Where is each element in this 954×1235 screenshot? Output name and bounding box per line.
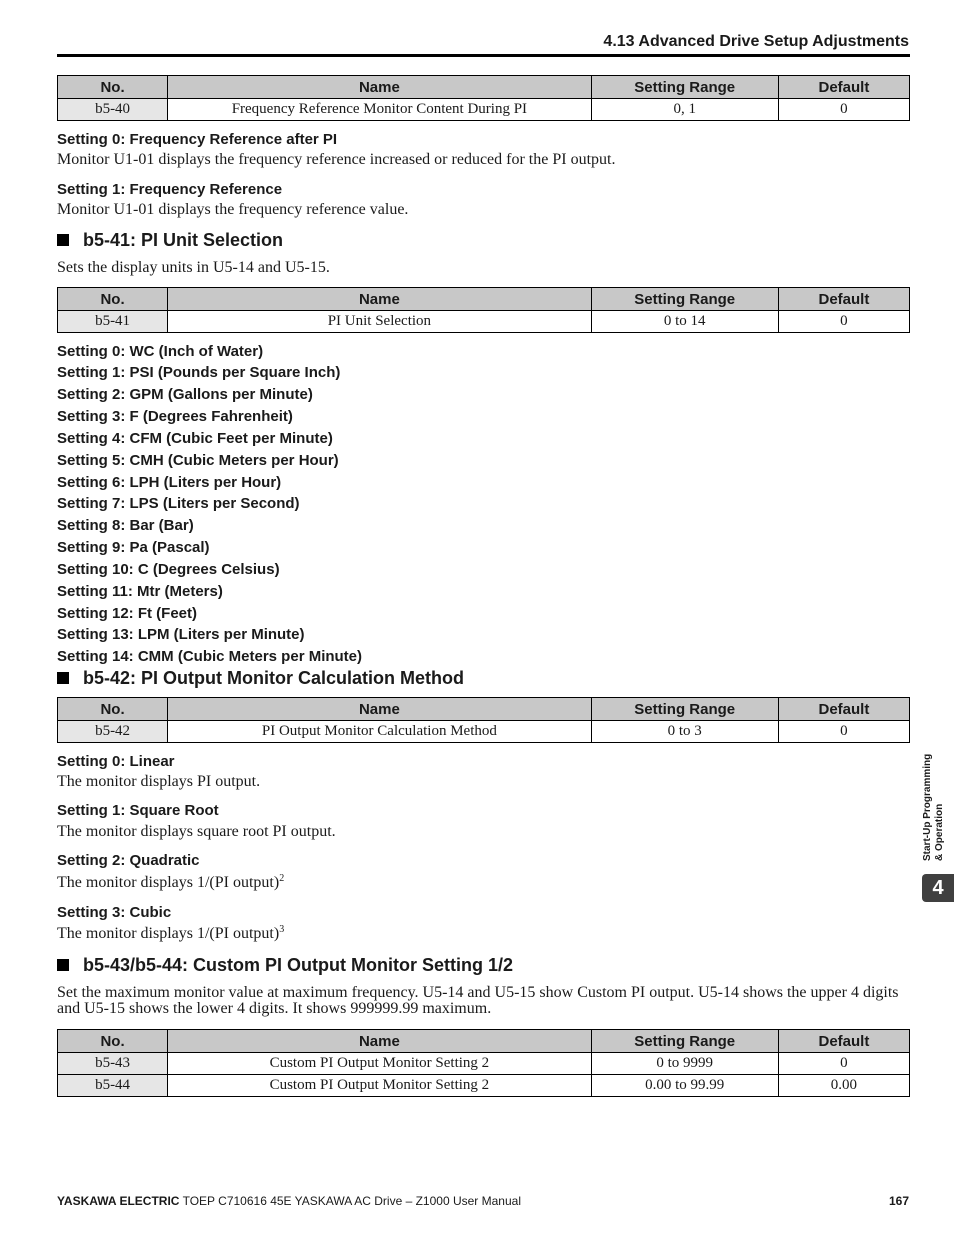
- chapter-number-tab: 4: [922, 874, 954, 902]
- param-name: Frequency Reference Monitor Content During PI: [168, 99, 591, 121]
- setting-title: Setting 5: CMH (Cubic Meters per Hour): [57, 452, 339, 469]
- setting-title: Setting 7: LPS (Liters per Second): [57, 495, 300, 512]
- exponent: 2: [279, 873, 285, 884]
- section-intro: Set the maximum monitor value at maximum frequency. U5-14 and U5-15 show Custom PI output. U5-14 shows the upper 4 digits and U5-15 shows the lower 4 digits. It shows 999999.99 maximum.: [57, 984, 899, 1017]
- setting-title: Setting 1: Frequency Reference: [57, 181, 283, 198]
- param-range: 0, 1: [591, 99, 778, 121]
- setting-desc-text: The monitor displays 1/(PI output): [57, 874, 280, 891]
- heading-text: b5-42: PI Output Monitor Calculation Method: [83, 668, 464, 688]
- param-no: b5-44: [58, 1075, 168, 1097]
- param-default: 0: [778, 99, 909, 121]
- col-header-range: Setting Range: [591, 1030, 778, 1053]
- setting-title: Setting 14: CMM (Cubic Meters per Minute): [57, 648, 363, 665]
- setting-title: Setting 6: LPH (Liters per Hour): [57, 474, 282, 491]
- setting-title: Setting 2: Quadratic: [57, 852, 200, 869]
- heading-bullet-icon: [57, 672, 69, 684]
- heading-text: b5-43/b5-44: Custom PI Output Monitor Setting 1/2: [83, 955, 514, 975]
- param-name: Custom PI Output Monitor Setting 2: [168, 1053, 591, 1075]
- param-table-b5-40: [57, 75, 910, 121]
- col-header-no: No.: [58, 1030, 168, 1053]
- param-name: PI Output Monitor Calculation Method: [168, 721, 591, 743]
- param-range: 0 to 14: [591, 311, 778, 333]
- param-no: b5-41: [58, 311, 168, 333]
- chapter-side-label-line1: Start-Up Programming: [922, 753, 933, 861]
- table-row: [58, 99, 910, 121]
- col-header-default: Default: [778, 698, 909, 721]
- param-no: b5-40: [58, 99, 168, 121]
- section-heading-b5-43-44: [57, 955, 513, 976]
- col-header-name: Name: [168, 76, 591, 99]
- setting-title: Setting 0: Linear: [57, 753, 175, 770]
- param-table-b5-43-44: [57, 1029, 910, 1097]
- param-default: 0: [778, 311, 909, 333]
- param-range: 0.00 to 99.99: [591, 1075, 778, 1097]
- col-header-name: Name: [168, 288, 591, 311]
- setting-title: Setting 0: Frequency Reference after PI: [57, 131, 338, 148]
- col-header-name: Name: [168, 1030, 591, 1053]
- param-default: 0: [778, 1053, 909, 1075]
- chapter-side-label-line2: & Operation: [934, 803, 945, 861]
- setting-title: Setting 1: PSI (Pounds per Square Inch): [57, 364, 341, 381]
- col-header-range: Setting Range: [591, 288, 778, 311]
- setting-desc: [57, 874, 284, 892]
- header-rule: [57, 54, 910, 57]
- section-heading-b5-41: [57, 230, 283, 251]
- col-header-default: Default: [778, 76, 909, 99]
- col-header-no: No.: [58, 698, 168, 721]
- setting-desc: Monitor U1-01 displays the frequency reference increased or reduced for the PI output.: [57, 151, 616, 168]
- param-range: 0 to 9999: [591, 1053, 778, 1075]
- col-header-no: No.: [58, 76, 168, 99]
- col-header-name: Name: [168, 698, 591, 721]
- setting-title: Setting 13: LPM (Liters per Minute): [57, 626, 305, 643]
- param-name: Custom PI Output Monitor Setting 2: [168, 1075, 591, 1097]
- exponent: 3: [279, 924, 285, 935]
- col-header-range: Setting Range: [591, 76, 778, 99]
- chapter-side-label: [922, 733, 948, 861]
- section-intro: Sets the display units in U5-14 and U5-15.: [57, 259, 330, 276]
- setting-desc: Monitor U1-01 displays the frequency reference value.: [57, 201, 409, 218]
- setting-desc: The monitor displays PI output.: [57, 773, 261, 790]
- col-header-default: Default: [778, 1030, 909, 1053]
- setting-desc: [57, 925, 284, 943]
- section-title: 4.13 Advanced Drive Setup Adjustments: [603, 33, 909, 50]
- param-default: 0: [778, 721, 909, 743]
- table-row: [58, 1053, 910, 1075]
- footer-doc-info: [57, 1194, 521, 1208]
- heading-text: b5-41: PI Unit Selection: [83, 230, 284, 250]
- setting-title: Setting 4: CFM (Cubic Feet per Minute): [57, 430, 333, 447]
- footer-doc-title: TOEP C710616 45E YASKAWA AC Drive – Z1000 User Manual: [179, 1194, 521, 1208]
- setting-title: Setting 0: WC (Inch of Water): [57, 343, 264, 360]
- footer-company: YASKAWA ELECTRIC: [57, 1194, 180, 1208]
- col-header-range: Setting Range: [591, 698, 778, 721]
- heading-bullet-icon: [57, 959, 69, 971]
- setting-title: Setting 10: C (Degrees Celsius): [57, 561, 280, 578]
- setting-title: Setting 9: Pa (Pascal): [57, 539, 210, 556]
- param-table-b5-41: [57, 287, 910, 333]
- heading-bullet-icon: [57, 234, 69, 246]
- param-table-b5-42: [57, 697, 910, 743]
- setting-title: Setting 8: Bar (Bar): [57, 517, 194, 534]
- setting-desc: The monitor displays square root PI output.: [57, 823, 336, 840]
- setting-desc-text: The monitor displays 1/(PI output): [57, 925, 280, 942]
- table-row: [58, 1075, 910, 1097]
- setting-title: Setting 11: Mtr (Meters): [57, 583, 223, 600]
- col-header-no: No.: [58, 288, 168, 311]
- section-heading-b5-42: [57, 668, 464, 689]
- param-default: 0.00: [778, 1075, 909, 1097]
- param-range: 0 to 3: [591, 721, 778, 743]
- setting-title: Setting 1: Square Root: [57, 802, 219, 819]
- setting-title: Setting 3: Cubic: [57, 904, 172, 921]
- param-name: PI Unit Selection: [168, 311, 591, 333]
- param-no: b5-43: [58, 1053, 168, 1075]
- setting-title: Setting 3: F (Degrees Fahrenheit): [57, 408, 293, 425]
- table-row: [58, 311, 910, 333]
- table-row: [58, 721, 910, 743]
- page-number: 167: [888, 1194, 909, 1208]
- col-header-default: Default: [778, 288, 909, 311]
- setting-title: Setting 12: Ft (Feet): [57, 605, 198, 622]
- param-no: b5-42: [58, 721, 168, 743]
- setting-title: Setting 2: GPM (Gallons per Minute): [57, 386, 313, 403]
